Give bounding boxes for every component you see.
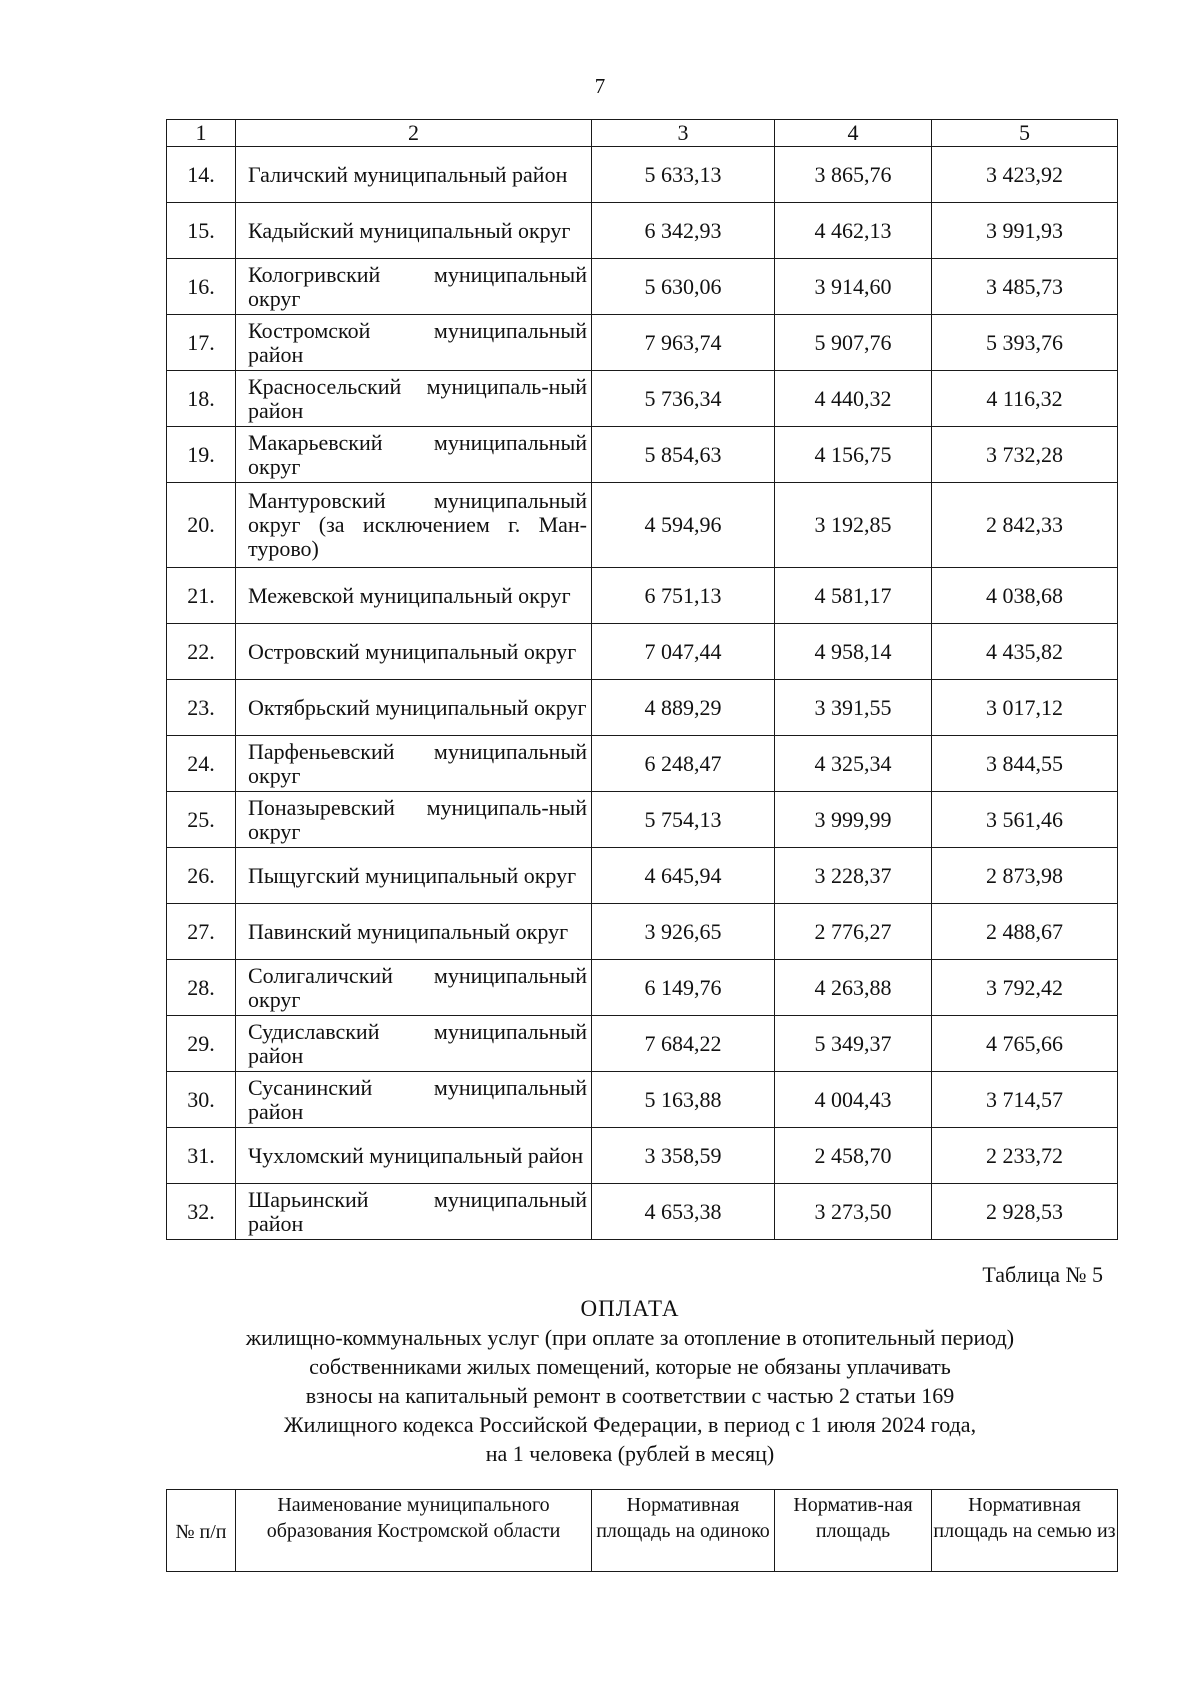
value-col4: 3 192,85 bbox=[775, 483, 932, 568]
value-col5: 3 732,28 bbox=[932, 427, 1118, 483]
table5-subtitle-line: собственниками жилых помещений, которые не обязаны уплачивать bbox=[309, 1354, 951, 1379]
row-number: 16. bbox=[167, 259, 236, 315]
value-col3: 7 684,22 bbox=[592, 1016, 775, 1072]
table5-subtitle-line: на 1 человека (рублей в месяц) bbox=[485, 1441, 775, 1466]
value-col5: 3 792,42 bbox=[932, 960, 1118, 1016]
municipality-name: Кадыйский муниципальный округ bbox=[236, 203, 592, 259]
table-row bbox=[167, 259, 1118, 315]
table-row bbox=[167, 960, 1118, 1016]
value-col3: 6 342,93 bbox=[592, 203, 775, 259]
value-col5: 3 017,12 bbox=[932, 680, 1118, 736]
table-row bbox=[167, 203, 1118, 259]
value-col5: 4 435,82 bbox=[932, 624, 1118, 680]
value-col4: 4 462,13 bbox=[775, 203, 932, 259]
municipality-name: Пыщугский муниципальный округ bbox=[236, 848, 592, 904]
header-number: № п/п bbox=[167, 1490, 236, 1572]
table-row bbox=[167, 792, 1118, 848]
column-number-row bbox=[167, 120, 1118, 147]
table-row bbox=[167, 427, 1118, 483]
row-number: 14. bbox=[167, 147, 236, 203]
value-col4: 3 391,55 bbox=[775, 680, 932, 736]
row-number: 29. bbox=[167, 1016, 236, 1072]
table-row bbox=[167, 1128, 1118, 1184]
table-row bbox=[167, 1072, 1118, 1128]
column-number: 2 bbox=[236, 120, 592, 147]
row-number: 15. bbox=[167, 203, 236, 259]
row-number: 20. bbox=[167, 483, 236, 568]
value-col4: 4 156,75 bbox=[775, 427, 932, 483]
column-number: 5 bbox=[932, 120, 1118, 147]
row-number: 25. bbox=[167, 792, 236, 848]
municipality-name: Октябрьский муниципальный округ bbox=[236, 680, 592, 736]
value-col5: 3 991,93 bbox=[932, 203, 1118, 259]
value-col4: 4 958,14 bbox=[775, 624, 932, 680]
row-number: 19. bbox=[167, 427, 236, 483]
value-col4: 4 581,17 bbox=[775, 568, 932, 624]
header-area-family: Нормативная площадь на семью из bbox=[932, 1490, 1118, 1572]
municipality-name: Галичский муниципальный район bbox=[236, 147, 592, 203]
value-col3: 4 653,38 bbox=[592, 1184, 775, 1240]
municipality-name: Макарьевский муниципальный округ bbox=[236, 427, 592, 483]
value-col4: 4 004,43 bbox=[775, 1072, 932, 1128]
value-col3: 5 736,34 bbox=[592, 371, 775, 427]
value-col5: 3 844,55 bbox=[932, 736, 1118, 792]
value-col3: 5 163,88 bbox=[592, 1072, 775, 1128]
value-col4: 4 325,34 bbox=[775, 736, 932, 792]
value-col4: 4 263,88 bbox=[775, 960, 932, 1016]
row-number: 31. bbox=[167, 1128, 236, 1184]
value-col3: 7 963,74 bbox=[592, 315, 775, 371]
value-col3: 4 645,94 bbox=[592, 848, 775, 904]
value-col4: 3 914,60 bbox=[775, 259, 932, 315]
value-col5: 2 928,53 bbox=[932, 1184, 1118, 1240]
table-row bbox=[167, 736, 1118, 792]
table-row bbox=[167, 848, 1118, 904]
value-col4: 2 776,27 bbox=[775, 904, 932, 960]
table-row bbox=[167, 904, 1118, 960]
value-col5: 2 873,98 bbox=[932, 848, 1118, 904]
municipality-name: Солигаличский муниципальный округ bbox=[236, 960, 592, 1016]
row-number: 22. bbox=[167, 624, 236, 680]
value-col5: 2 488,67 bbox=[932, 904, 1118, 960]
row-number: 23. bbox=[167, 680, 236, 736]
value-col3: 4 594,96 bbox=[592, 483, 775, 568]
municipality-name: Островский муниципальный округ bbox=[236, 624, 592, 680]
value-col5: 2 233,72 bbox=[932, 1128, 1118, 1184]
header-area-single: Нормативная площадь на одиноко bbox=[592, 1490, 775, 1572]
row-number: 30. bbox=[167, 1072, 236, 1128]
table5-title: ОПЛАТА bbox=[580, 1296, 680, 1321]
column-number: 3 bbox=[592, 120, 775, 147]
row-number: 26. bbox=[167, 848, 236, 904]
value-col5: 2 842,33 bbox=[932, 483, 1118, 568]
table5-subtitle-line: жилищно-коммунальных услуг (при оплате за отопление в отопительный период) bbox=[245, 1325, 1015, 1350]
table-row bbox=[167, 483, 1118, 568]
value-col4: 3 865,76 bbox=[775, 147, 932, 203]
value-col3: 7 047,44 bbox=[592, 624, 775, 680]
municipality-name: Межевской муниципальный округ bbox=[236, 568, 592, 624]
value-col3: 4 889,29 bbox=[592, 680, 775, 736]
table5-header-row bbox=[167, 1490, 1118, 1572]
municipality-name: Сусанинский муниципальный район bbox=[236, 1072, 592, 1128]
row-number: 32. bbox=[167, 1184, 236, 1240]
header-area: Норматив-ная площадь bbox=[775, 1490, 932, 1572]
value-col4: 3 273,50 bbox=[775, 1184, 932, 1240]
value-col3: 5 630,06 bbox=[592, 259, 775, 315]
row-number: 18. bbox=[167, 371, 236, 427]
column-number: 4 bbox=[775, 120, 932, 147]
value-col3: 5 633,13 bbox=[592, 147, 775, 203]
value-col3: 6 751,13 bbox=[592, 568, 775, 624]
municipality-name: Чухломский муниципальный район bbox=[236, 1128, 592, 1184]
value-col3: 5 754,13 bbox=[592, 792, 775, 848]
value-col5: 3 423,92 bbox=[932, 147, 1118, 203]
row-number: 27. bbox=[167, 904, 236, 960]
municipality-name: Павинский муниципальный округ bbox=[236, 904, 592, 960]
value-col4: 5 907,76 bbox=[775, 315, 932, 371]
table-row bbox=[167, 315, 1118, 371]
table5-subtitle-line: взносы на капитальный ремонт в соответствии с частью 2 статьи 169 bbox=[305, 1383, 955, 1408]
value-col5: 4 765,66 bbox=[932, 1016, 1118, 1072]
row-number: 21. bbox=[167, 568, 236, 624]
municipality-name: Поназыревский муниципаль-ный округ bbox=[236, 792, 592, 848]
table5-header bbox=[166, 1489, 1118, 1572]
value-col3: 3 926,65 bbox=[592, 904, 775, 960]
table-row bbox=[167, 624, 1118, 680]
row-number: 17. bbox=[167, 315, 236, 371]
value-col3: 3 358,59 bbox=[592, 1128, 775, 1184]
row-number: 28. bbox=[167, 960, 236, 1016]
table-row bbox=[167, 680, 1118, 736]
municipality-name: Мантуровский муниципальный округ (за исключением г. Ман-турово) bbox=[236, 483, 592, 568]
value-col4: 3 228,37 bbox=[775, 848, 932, 904]
value-col5: 5 393,76 bbox=[932, 315, 1118, 371]
tariff-table bbox=[166, 119, 1118, 1240]
value-col5: 3 714,57 bbox=[932, 1072, 1118, 1128]
value-col3: 5 854,63 bbox=[592, 427, 775, 483]
page-number: 7 bbox=[594, 74, 606, 98]
table-row bbox=[167, 147, 1118, 203]
value-col5: 4 038,68 bbox=[932, 568, 1118, 624]
value-col4: 2 458,70 bbox=[775, 1128, 932, 1184]
table5-subtitle-line: Жилищного кодекса Российской Федерации, в период с 1 июля 2024 года, bbox=[283, 1412, 977, 1437]
value-col3: 6 149,76 bbox=[592, 960, 775, 1016]
table-row bbox=[167, 568, 1118, 624]
municipality-name: Парфеньевский муниципальный округ bbox=[236, 736, 592, 792]
value-col5: 3 561,46 bbox=[932, 792, 1118, 848]
value-col4: 4 440,32 bbox=[775, 371, 932, 427]
table-row bbox=[167, 1016, 1118, 1072]
municipality-name: Красносельский муниципаль-ный район bbox=[236, 371, 592, 427]
column-number: 1 bbox=[167, 120, 236, 147]
municipality-name: Шарьинский муниципальный район bbox=[236, 1184, 592, 1240]
municipality-name: Костромской муниципальный район bbox=[236, 315, 592, 371]
value-col5: 3 485,73 bbox=[932, 259, 1118, 315]
municipality-name: Судиславский муниципальный район bbox=[236, 1016, 592, 1072]
table-label: Таблица № 5 bbox=[982, 1262, 1103, 1287]
header-name: Наименование муниципального образования Костромской области bbox=[236, 1490, 592, 1572]
value-col3: 6 248,47 bbox=[592, 736, 775, 792]
row-number: 24. bbox=[167, 736, 236, 792]
table5-title-block bbox=[150, 1294, 1110, 1468]
value-col4: 5 349,37 bbox=[775, 1016, 932, 1072]
municipality-name: Кологривский муниципальный округ bbox=[236, 259, 592, 315]
value-col4: 3 999,99 bbox=[775, 792, 932, 848]
table-row bbox=[167, 1184, 1118, 1240]
value-col5: 4 116,32 bbox=[932, 371, 1118, 427]
table-row bbox=[167, 371, 1118, 427]
